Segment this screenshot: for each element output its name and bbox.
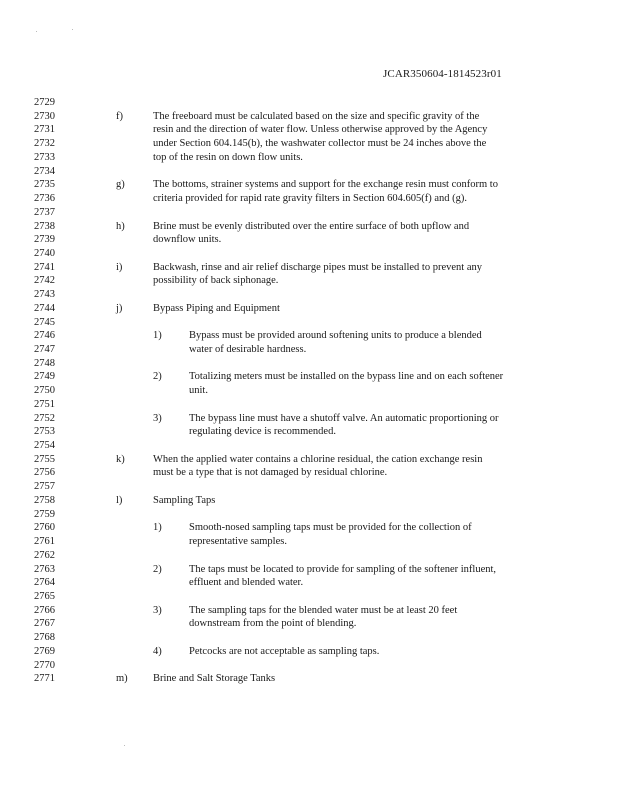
item-text-line: Brine must be evenly distributed over the entire surface of both upflow and	[153, 221, 470, 232]
line-number: 2744	[34, 303, 55, 314]
line-number: 2735	[34, 179, 55, 190]
subitem-text-line: The sampling taps for the blended water must be at least 20 feet	[189, 605, 458, 616]
item-heading: Bypass Piping and Equipment	[153, 303, 280, 314]
line-number: 2750	[34, 385, 55, 396]
item-text-line: resin and the direction of water flow. Unless otherwise approved by the Agency	[153, 124, 488, 135]
line-number: 2762	[34, 550, 55, 561]
subitem-label: 3)	[153, 605, 162, 616]
line-number: 2746	[34, 330, 55, 341]
subitem-text-line: representative samples.	[189, 536, 287, 547]
subitem-label: 3)	[153, 413, 162, 424]
subitem-label: 4)	[153, 646, 162, 657]
item-label: f)	[116, 111, 123, 122]
item-text-line: downflow units.	[153, 234, 222, 245]
item-text-line: must be a type that is not damaged by residual chlorine.	[153, 467, 388, 478]
item-text-line: The bottoms, strainer systems and support for the exchange resin must conform to	[153, 179, 498, 190]
subitem-text-line: regulating device is recommended.	[189, 426, 336, 437]
subitem-text-line: effluent and blended water.	[189, 577, 304, 588]
item-text-line: under Section 604.145(b), the washwater collector must be 24 inches above the	[153, 138, 487, 149]
subitem-label: 1)	[153, 522, 162, 533]
scan-speck	[36, 31, 37, 32]
line-number: 2757	[34, 481, 55, 492]
line-number: 2743	[34, 289, 55, 300]
item-text-line: When the applied water contains a chlorine residual, the cation exchange resin	[153, 454, 483, 465]
item-text-line: possibility of back siphonage.	[153, 275, 279, 286]
line-number: 2751	[34, 399, 55, 410]
line-number: 2734	[34, 166, 55, 177]
subitem-text-line: Petcocks are not acceptable as sampling taps.	[189, 646, 380, 657]
line-number: 2759	[34, 509, 55, 520]
line-number: 2741	[34, 262, 55, 273]
subitem-text-line: The bypass line must have a shutoff valve. An automatic proportioning or	[189, 413, 499, 424]
line-number: 2731	[34, 124, 55, 135]
line-number: 2737	[34, 207, 55, 218]
line-number: 2768	[34, 632, 55, 643]
line-number: 2758	[34, 495, 55, 506]
line-number: 2756	[34, 467, 55, 478]
line-number: 2747	[34, 344, 55, 355]
line-number: 2755	[34, 454, 55, 465]
line-number: 2754	[34, 440, 55, 451]
item-heading: Brine and Salt Storage Tanks	[153, 673, 276, 684]
item-text-line: top of the resin on down flow units.	[153, 152, 303, 163]
item-label: l)	[116, 495, 123, 506]
item-text-line: criteria provided for rapid rate gravity filters in Section 604.605(f) and (g).	[153, 193, 468, 204]
item-text-line: The freeboard must be calculated based on the size and specific gravity of the	[153, 111, 480, 122]
subitem-label: 2)	[153, 564, 162, 575]
line-number: 2732	[34, 138, 55, 149]
line-number: 2766	[34, 605, 55, 616]
subitem-text-line: Totalizing meters must be installed on the bypass line and on each softener	[189, 371, 504, 382]
line-number: 2749	[34, 371, 55, 382]
line-number: 2745	[34, 317, 55, 328]
line-number: 2770	[34, 660, 55, 671]
line-number: 2730	[34, 111, 55, 122]
item-label: j)	[116, 303, 123, 314]
line-number: 2742	[34, 275, 55, 286]
line-number: 2733	[34, 152, 55, 163]
line-number: 2771	[34, 673, 55, 684]
subitem-label: 1)	[153, 330, 162, 341]
line-number: 2748	[34, 358, 55, 369]
subitem-text-line: The taps must be located to provide for sampling of the softener influent,	[189, 564, 497, 575]
item-label: m)	[116, 673, 128, 684]
document-id: JCAR350604-1814523r01	[383, 68, 502, 80]
scan-speck	[124, 745, 125, 746]
item-label: k)	[116, 454, 125, 465]
line-number: 2738	[34, 221, 55, 232]
subitem-text-line: downstream from the point of blending.	[189, 618, 357, 629]
line-number: 2769	[34, 646, 55, 657]
line-number: 2765	[34, 591, 55, 602]
item-label: g)	[116, 179, 125, 190]
subitem-text-line: unit.	[189, 385, 208, 396]
item-label: h)	[116, 221, 125, 232]
line-number: 2753	[34, 426, 55, 437]
item-heading: Sampling Taps	[153, 495, 216, 506]
item-label: i)	[116, 262, 123, 273]
line-number: 2736	[34, 193, 55, 204]
item-text-line: Backwash, rinse and air relief discharge pipes must be installed to prevent any	[153, 262, 482, 273]
subitem-label: 2)	[153, 371, 162, 382]
subitem-text-line: water of desirable hardness.	[189, 344, 307, 355]
line-number: 2739	[34, 234, 55, 245]
line-number: 2729	[34, 97, 55, 108]
subitem-text-line: Bypass must be provided around softening units to produce a blended	[189, 330, 482, 341]
subitem-text-line: Smooth-nosed sampling taps must be provided for the collection of	[189, 522, 472, 533]
line-number: 2767	[34, 618, 55, 629]
line-number: 2763	[34, 564, 55, 575]
line-number: 2764	[34, 577, 55, 588]
line-number: 2752	[34, 413, 55, 424]
line-number: 2760	[34, 522, 55, 533]
line-number: 2740	[34, 248, 55, 259]
scan-speck	[72, 29, 73, 30]
line-number: 2761	[34, 536, 55, 547]
